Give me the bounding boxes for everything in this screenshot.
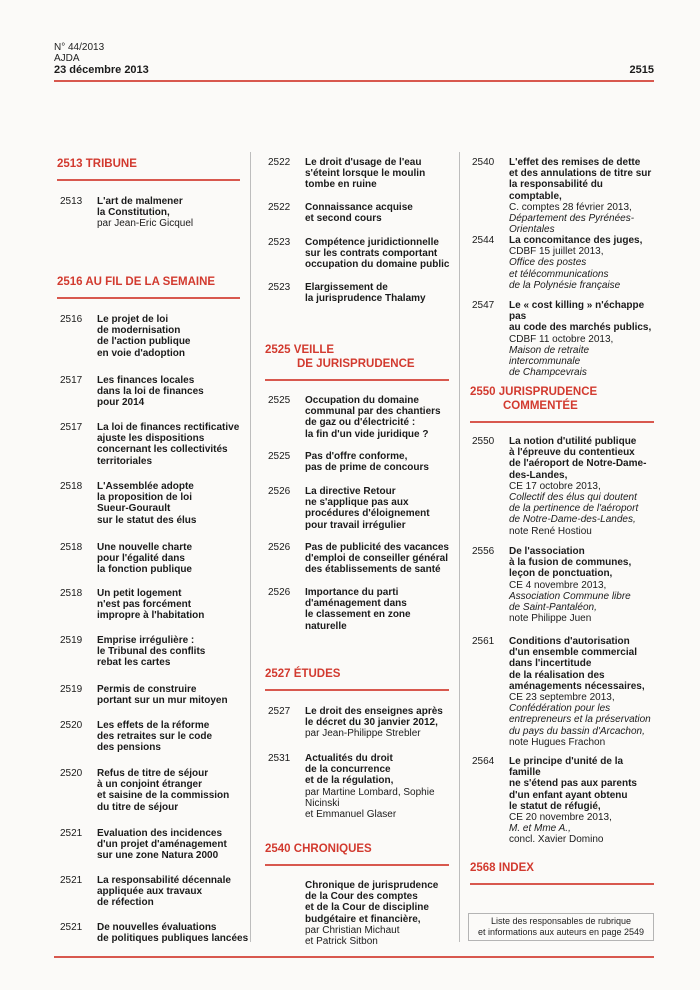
entry-title: portant sur un mur mitoyen [97,695,228,707]
entry-note: concl. Xavier Domino [509,834,604,846]
toc-entry [472,300,654,378]
entry-body [509,300,654,378]
entry-title: Une nouvelle charte [97,542,193,553]
entry-page-number: 2521 [60,875,83,886]
entry-page-number: 2527 [268,706,291,717]
toc-entry [60,922,250,944]
entry-title: de la concurrence [305,764,391,776]
section-heading-commentee-line2: COMMENTÉE [503,400,578,412]
entry-title: d'aménagement dans [305,598,407,610]
entry-title: Le principe d'unité de la famille [509,756,624,779]
toc-entry [60,828,250,862]
entry-title: et de la régulation, [305,775,394,787]
entry-body [305,706,458,740]
entry-title: et de la Cour de discipline [305,902,429,914]
entry-title: la Constitution, [97,207,170,219]
entry-body [305,753,458,820]
entry-title: Chronique de jurisprudence [305,880,439,891]
entry-title: pour 2014 [97,397,145,409]
entry-case-name: et télécommunications [509,268,609,280]
entry-page-number: 2516 [60,314,83,325]
entry-title: Les finances locales [97,375,195,386]
toc-entry [60,768,250,813]
entry-body [305,202,458,224]
toc-entry [268,237,458,271]
entry-title: Actualités du droit [305,753,393,764]
entry-page-number: 2521 [60,922,83,933]
entry-reference: CDBF 15 juillet 2013, [509,246,604,258]
section-heading-chroniques: 2540 CHRONIQUES [265,843,372,855]
entry-case-name: de Notre-Dame-des-Landes, [509,514,636,526]
section-heading-veille-line2: DE JURISPRUDENCE [297,358,415,370]
section-heading-commentee-line1: 2550 JURISPRUDENCE [470,386,598,398]
entry-title: pour l'égalité dans [97,553,185,565]
entry-reference: CDBF 11 octobre 2013, [509,333,614,345]
footer-rule [54,956,654,958]
entry-title: rebat les cartes [97,657,171,669]
entry-body [97,542,250,576]
section-rule [57,179,240,181]
toc-entry [268,880,458,947]
entry-page-number: 2556 [472,546,495,557]
entry-case-name: de Saint-Pantaléon, [509,602,597,614]
entry-case-name: de la pertinence de l'aéroport [509,503,639,515]
entry-reference: CE 20 novembre 2013, [509,812,612,824]
entry-title: Le droit d'usage de l'eau [305,157,422,168]
entry-page-number: 2526 [268,542,291,553]
section-heading-index: 2568 INDEX [470,862,534,874]
toc-entry [268,706,458,740]
entry-body [97,720,250,754]
entry-title: Evaluation des incidences [97,828,223,839]
toc-entry [268,587,458,632]
entry-title: procédures d'éloignement [305,508,430,520]
entry-title: des retraites sur le code [97,731,213,743]
entry-body [305,880,458,947]
toc-entry [268,395,458,440]
entry-title: L'Assemblée adopte [97,481,194,492]
section-heading-tribune: 2513 TRIBUNE [57,158,137,170]
entry-case-name: Collectif des élus qui doutent [509,492,637,504]
entry-page-number: 2518 [60,542,83,553]
entry-reference: CE 17 octobre 2013, [509,480,601,492]
toc-entry [60,422,250,467]
section-heading-commentee [470,385,597,413]
entry-page-number [268,880,305,947]
entry-page-number: 2531 [268,753,291,764]
entry-page-number: 2517 [60,422,83,433]
entry-title: la proposition de loi [97,492,192,504]
entry-title: la fin d'un vide juridique ? [305,428,429,440]
entry-title: La notion d'utilité publique [509,436,637,447]
entry-page-number: 2561 [472,636,495,647]
entry-title: Emprise irrégulière : [97,635,195,646]
entry-title: pour travail irrégulier [305,519,406,531]
section-rule [265,689,449,691]
entry-title: Le projet de loi [97,314,169,325]
section-heading-veille [265,343,415,371]
entry-title: d'un projet d'aménagement [97,839,227,851]
section-rule [470,421,654,423]
toc-entry [60,720,250,754]
entry-page-number: 2526 [268,486,291,497]
entry-case-name: Orientales [509,224,555,236]
entry-title: et des annulations de titre sur [509,168,652,180]
section-rule [470,883,654,885]
entry-title: n'est pas forcément [97,599,192,611]
entry-author: et Emmanuel Glaser [305,809,397,821]
section-rule [265,379,449,381]
entry-page-number: 2523 [268,282,291,293]
entry-page-number: 2513 [60,196,83,207]
entry-case-name: de Champcevrais [509,367,587,379]
page-number: 2515 [629,64,654,76]
entry-title: dans l'incertitude [509,658,592,670]
toc-entry [268,202,458,224]
entry-title: en voie d'adoption [97,347,185,359]
entry-case-name: Confédération pour les [509,703,611,715]
entry-body [305,282,458,304]
entry-body [97,828,250,862]
entry-body [509,756,654,846]
entry-page-number: 2520 [60,720,83,731]
entry-title: à l'épreuve du contentieux [509,447,635,459]
entry-body [97,422,250,467]
entry-title: de l'action publique [97,336,191,348]
entry-page-number: 2525 [268,451,291,462]
entry-title: pas de prime de concours [305,462,429,474]
entry-body [509,235,654,291]
entry-title: du titre de séjour [97,801,179,813]
toc-entry [472,235,654,291]
toc-entry [268,157,458,191]
entry-page-number: 2522 [268,157,291,168]
journal-name: AJDA [54,53,80,64]
entry-body [305,395,458,440]
entry-reference: CE 23 septembre 2013, [509,692,615,704]
entry-title: le statut de réfugié, [509,800,601,812]
entry-title: Les effets de la réforme [97,720,210,731]
info-box-line: Liste des responsables de rubrique [490,916,632,926]
entry-title: communal par des chantiers [305,406,441,418]
entry-page-number: 2521 [60,828,83,839]
entry-title: à un conjoint étranger [97,779,203,791]
entry-title: Sueur-Gourault [97,503,171,515]
entry-title: La responsabilité décennale [97,875,231,886]
entry-title: territoriales [97,455,153,467]
entry-body [509,546,654,624]
entry-title: budgétaire et financière, [305,913,421,925]
entry-note: note Hugues Frachon [509,736,606,748]
entry-title: ne s'applique pas aux [305,497,409,509]
entry-title: et second cours [305,213,382,225]
entry-page-number: 2550 [472,436,495,447]
entry-title: impropre à l'habitation [97,610,205,622]
entry-title: De l'association [509,546,585,557]
entry-title: la fonction publique [97,564,192,576]
entry-title: Le « cost killing » n'échappe pas [509,300,645,323]
entry-title: s'éteint lorsque le moulin [305,168,426,180]
entry-title: de réfection [97,897,154,909]
entry-title: le classement en zone [305,609,411,621]
entry-title: et saisine de la commission [97,790,230,802]
toc-entry [60,314,250,359]
entry-title: Le droit des enseignes après [305,706,443,717]
entry-title: leçon de ponctuation, [509,568,613,580]
entry-body [97,196,245,230]
entry-reference: C. comptes 28 février 2013, [509,201,632,213]
entry-title: à la fusion de communes, [509,557,632,569]
entry-body [305,237,458,271]
entry-body [97,481,250,526]
entry-title: Occupation du domaine [305,395,419,406]
section-heading-etudes: 2527 ÉTUDES [265,668,341,680]
entry-case-name: Association Commune libre [509,590,631,602]
entry-title: Pas d'offre conforme, [305,451,408,462]
entry-body [509,157,654,235]
info-box-line: et informations aux auteurs en page 2549 [477,927,645,937]
entry-title: des pensions [97,742,161,754]
entry-title: ne s'étend pas aux parents [509,778,637,790]
toc-entry [60,542,250,576]
entry-title: le Tribunal des conflits [97,646,206,658]
entry-page-number: 2523 [268,237,291,248]
entry-title: d'un ensemble commercial [509,647,637,659]
entry-page-number: 2518 [60,481,83,492]
entry-case-name: Maison de retraite intercommunale [509,344,590,368]
entry-title: la responsabilité du comptable, [509,179,603,202]
section-heading-semaine: 2516 AU FIL DE LA SEMAINE [57,276,216,288]
entry-body [97,635,250,669]
toc-entry [60,588,250,622]
entry-title: De nouvelles évaluations [97,922,217,933]
entry-title: Connaissance acquise [305,202,413,213]
issue-number: N° 44/2013 [54,42,105,53]
entry-title: sur une zone Natura 2000 [97,850,219,862]
entry-body [509,436,654,537]
entry-case-name: Office des postes [509,257,587,269]
entry-page-number: 2519 [60,684,83,695]
entry-title: naturelle [305,620,347,632]
toc-entry [60,684,250,706]
entry-body [97,922,250,944]
section-heading-veille-line1: 2525 VEILLE [265,344,335,356]
entry-page-number: 2526 [268,587,291,598]
entry-title: sur le statut des élus [97,514,197,526]
entry-title: de la réalisation des [509,669,605,681]
entry-title: de la Cour des comptes [305,891,418,903]
entry-title: La directive Retour [305,486,396,497]
entry-title: d'un enfant ayant obtenu [509,789,628,801]
entry-title: Compétence juridictionnelle [305,237,439,248]
entry-title: occupation du domaine public [305,259,450,271]
entry-case-name: de la Polynésie française [509,279,621,291]
page-header [54,42,654,82]
entry-title: de gaz ou d'électricité : [305,417,416,429]
toc-entry [60,481,250,526]
entry-title: dans la loi de finances [97,386,204,398]
entry-title: de l'aéroport de Notre-Dame- [509,458,647,470]
entry-body [97,588,250,622]
entry-page-number: 2564 [472,756,495,767]
entry-body [305,157,458,191]
entry-body [97,375,250,409]
entry-body [509,636,654,748]
entry-author: par Christian Michaut [305,924,400,936]
toc-entry [60,375,250,409]
entry-title: des-Landes, [509,469,568,481]
header-rule [54,80,654,82]
toc-entry [472,636,654,748]
entry-page-number: 2517 [60,375,83,386]
entry-author: par Jean-Philippe Strebler [305,728,421,740]
toc-entry [268,486,458,531]
entry-title: Refus de titre de séjour [97,768,209,779]
entry-body [97,875,250,909]
entry-title: Pas de publicité des vacances [305,542,449,553]
section-rule [265,864,449,866]
entry-title: aménagements nécessaires, [509,680,645,692]
entry-title: d'emploi de conseiller général [305,553,448,565]
entry-body [97,768,250,813]
entry-author: et Patrick Sitbon [305,936,378,948]
entry-case-name: Département des Pyrénées- [509,213,635,225]
entry-title: de politiques publiques lancées [97,933,249,945]
toc-entry [472,157,654,235]
info-box [468,913,654,941]
entry-title: Elargissement de [305,282,388,293]
entry-case-name: entrepreneurs et la préservation [509,714,651,726]
column-divider-1 [250,152,251,942]
toc-entry [60,635,250,669]
entry-note: note René Hostiou [509,525,592,537]
entry-body [97,684,250,706]
entry-body [305,486,458,531]
entry-case-name: M. et Mme A., [509,823,571,835]
entry-title: L'effet des remises de dette [509,157,641,168]
entry-author: par Martine Lombard, Sophie Nicinski [305,786,435,809]
entry-title: Permis de construire [97,684,197,695]
entry-reference: CE 4 novembre 2013, [509,579,607,591]
entry-title: Importance du parti [305,587,399,598]
column-divider-2 [459,152,460,942]
entry-title: L'art de malmener [97,196,183,207]
entry-page-number: 2544 [472,235,495,246]
toc-entry [60,875,250,909]
entry-title: La loi de finances rectificative [97,422,240,433]
entry-body [305,542,458,576]
entry-title: La concomitance des juges, [509,235,643,246]
entry-page-number: 2525 [268,395,291,406]
entry-page-number: 2520 [60,768,83,779]
entry-title: appliquée aux travaux [97,886,203,898]
entry-body [305,451,458,473]
entry-title: la jurisprudence Thalamy [305,293,426,305]
entry-title: Un petit logement [97,588,182,599]
entry-title: concernant les collectivités [97,444,228,456]
toc-entry [472,436,654,537]
toc-entry [268,282,458,304]
entry-title: tombe en ruine [305,179,377,191]
entry-page-number: 2518 [60,588,83,599]
entry-page-number: 2522 [268,202,291,213]
entry-body [97,314,250,359]
toc-entry [268,542,458,576]
toc-entry [268,451,458,473]
entry-page-number: 2519 [60,635,83,646]
entry-title: Conditions d'autorisation [509,636,630,647]
entry-title: de modernisation [97,325,181,337]
entry-title: au code des marchés publics, [509,322,652,334]
entry-author: par Jean-Eric Gicquel [97,218,194,230]
toc-entry [60,196,245,230]
toc-entry [472,546,654,624]
entry-title: sur les contrats comportant [305,248,438,260]
entry-body [305,587,458,632]
toc-entry [268,753,458,820]
entry-page-number: 2540 [472,157,495,168]
entry-page-number: 2547 [472,300,495,311]
entry-title: le décret du 30 janvier 2012, [305,717,438,729]
issue-date: 23 décembre 2013 [54,64,149,76]
entry-case-name: du pays du bassin d'Arcachon, [509,725,645,737]
toc-entry [472,756,654,846]
entry-title: ajuste les dispositions [97,433,205,445]
section-rule [57,297,240,299]
entry-note: note Philippe Juen [509,613,592,625]
entry-title: des établissements de santé [305,564,441,576]
